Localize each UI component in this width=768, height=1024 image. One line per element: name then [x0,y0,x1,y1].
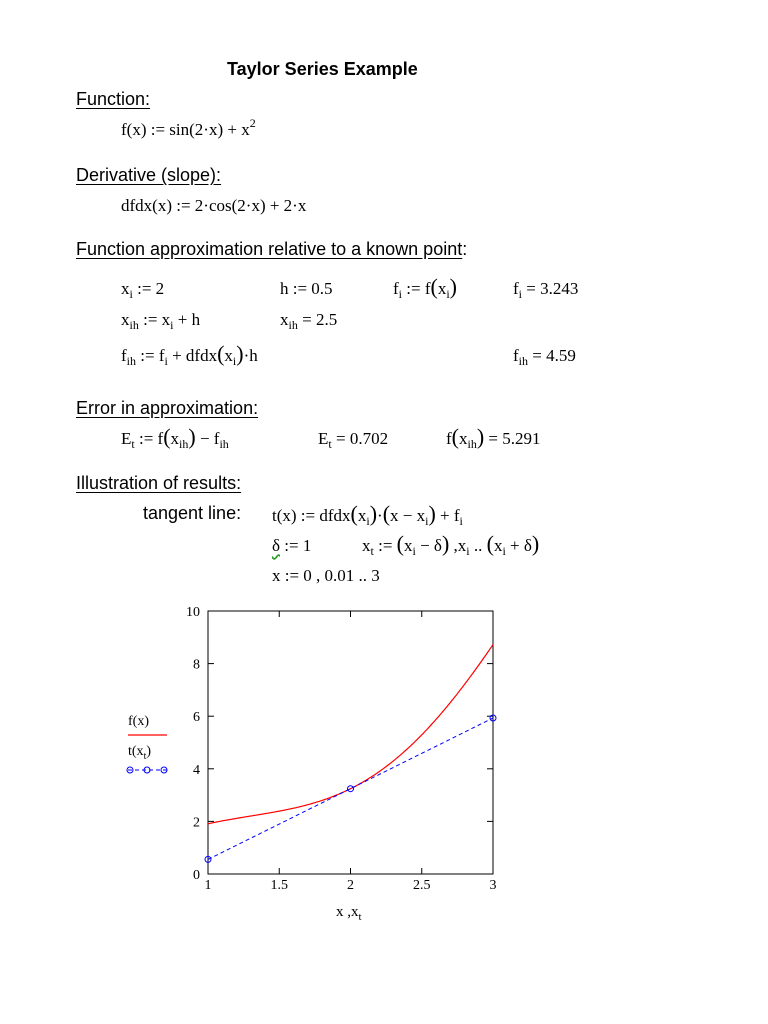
fih-result-value: 4.59 [546,346,576,365]
function-heading: Function: [76,89,151,109]
xt-definition: $x_t$ := $(x_i - \delta)$ $,x_i$ .. $(x_i + \delta)$ [362,531,540,558]
y-tick-label: 6 [193,710,200,726]
tangent-definition: t(x) := $dfdx(x_i)\cdot(x - x_i) + f_i$ [272,501,463,528]
y-tick-label: 4 [193,762,200,778]
x-tick-label: 1.5 [270,878,288,893]
x-tick-label: 2 [347,878,354,893]
y-tick-label: 8 [193,657,200,673]
fi-definition: $f_i$ := $f(x_i)$ [393,274,457,301]
fi-result-value: 3.243 [540,279,579,298]
fih-result: $f_{ih} = 4.59$ [513,346,576,368]
x-axis-label: x $,x_t$ [336,904,362,923]
x-tick-label: 3 [489,878,497,893]
tangent-line-label: tangent line: [143,503,242,523]
legend-f-label: f(x) [128,714,149,729]
et-result: $E_t = 0.702$ [318,429,389,451]
derivative-heading: Derivative (slope): [76,165,222,185]
legend-t-label: $t(x_t)$ [128,744,152,762]
illustration-heading: Illustration of results: [76,473,242,493]
y-tick-label: 0 [193,868,200,883]
function-exponent: 2 [249,116,256,130]
error-heading: Error in approximation: [76,398,259,418]
y-tick-label: 10 [186,605,200,620]
plot-frame [208,611,493,874]
fih-definition: $f_{ih}$ := $f_i$ + $dfdx(x_i)\cdot h$ [121,341,258,368]
approximation-heading-text: Function approximation relative to a known point [76,239,463,259]
xih-result: $x_{ih} = 2.5$ [280,310,338,332]
delta-definition: δ := 1 [272,536,312,555]
x-range-definition: x := 0 , 0.01 .. 3 [272,566,380,585]
chart-layer [186,605,497,893]
fi-def-subscript: i [398,287,403,301]
xih-result-value: 2.5 [315,310,338,329]
fi-result: $f_i = 3.243$ [513,279,579,301]
f-curve [208,645,493,824]
delta-value: 1 [302,536,312,555]
h-definition: h := 0.5 [280,279,333,298]
y-tick-label: 2 [193,815,200,831]
function-definition-body: f(x) := sin(2·x) + x [121,120,250,139]
xi-subscript: i [129,287,133,301]
xi-symbol: x [121,279,130,298]
derivative-definition: dfdx(x) := 2·cos(2·x) + 2·x [121,196,307,215]
xih-definition: $x_{ih}$ := $x_i + h$ [121,310,201,332]
x-tick-label: 1 [204,878,212,893]
xi-value: := 2 [132,279,165,298]
fxih-result-value: 5.291 [502,429,541,448]
approximation-heading-colon: : [462,239,468,259]
page-title: Taylor Series Example [227,59,418,79]
x-tick-label: 2.5 [413,878,431,893]
et-definition: $E_t$ := $f(x_{ih}) - f_{ih}$ [121,424,229,451]
et-result-value: 0.702 [349,429,389,448]
fxih-result: $f(x_{ih}) = 5.291$ [446,424,541,451]
